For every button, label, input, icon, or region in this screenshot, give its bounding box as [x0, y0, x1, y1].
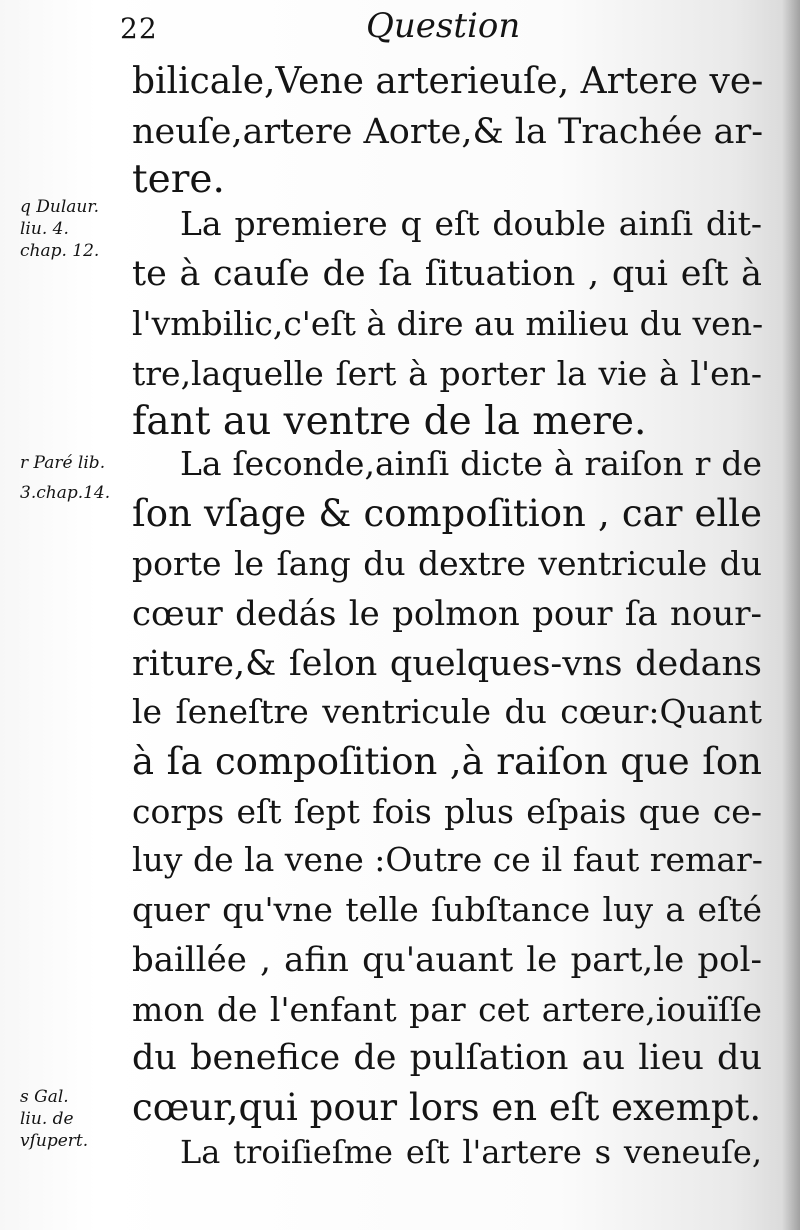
text-line: du benefice de pulſation au lieu du — [132, 1038, 762, 1078]
text-line: le ſeneſtre ventricule du cœur:Quant — [132, 692, 762, 731]
text-line: fant au ventre de la mere. — [132, 399, 647, 444]
text-line: La ſeconde,ainſi dicte à raiſon r de — [180, 444, 762, 483]
text-line: cœur,qui pour lors en eſt exempt. — [132, 1086, 762, 1129]
text-line: mon de l'enfant par cet artere,iouïſſe — [132, 990, 762, 1029]
margin-note-line: s Gal. — [20, 1087, 69, 1107]
margin-note-line: r Paré lib. — [20, 453, 106, 473]
text-line: porte le ſang du dextre ventricule du — [132, 544, 762, 583]
margin-note-line: chap. 12. — [20, 241, 100, 261]
margin-note-line: q Dulaur. — [20, 197, 100, 217]
margin-note — [20, 196, 130, 262]
page-number: 22 — [120, 12, 158, 45]
margin-note — [20, 1086, 130, 1152]
text-line: La troiſieſme eſt l'artere s veneuſe, — [180, 1133, 762, 1171]
text-line: cœur dedás le polmon pour ſa nour- — [132, 594, 762, 634]
margin-note-line: 3.chap.14. — [20, 483, 111, 503]
margin-note-line: liu. 4. — [20, 219, 69, 239]
text-line: quer qu'vne telle ſubſtance luy a eſté — [132, 890, 762, 929]
text-line: baillée , afin qu'auant le part,le pol- — [132, 940, 762, 980]
text-line: à ſa compoſition ,à raiſon que ſon — [132, 740, 762, 783]
margin-note — [20, 452, 130, 504]
margin-note-line: liu. de — [20, 1109, 74, 1129]
text-line: bilicale,Vene arterieuſe, Artere ve- — [132, 61, 764, 102]
text-line: l'vmbilic,c'eſt à dire au milieu du ven- — [132, 304, 764, 343]
running-title: Question — [366, 6, 521, 46]
text-line: luy de la vene :Outre ce il faut remar- — [132, 840, 763, 879]
text-line: corps eſt ſept fois plus eſpais que ce- — [132, 792, 762, 831]
text-line: tre,laquelle ſert à porter la vie à l'en- — [132, 354, 762, 393]
text-line: neuſe,artere Aorte,& la Trachée ar- — [132, 112, 764, 152]
text-line: te à cauſe de ſa ſituation , qui eſt à — [132, 254, 762, 294]
margin-note-line: vſupert. — [20, 1131, 89, 1151]
text-line: tere. — [132, 157, 225, 202]
text-line: ſon vſage & compoſition , car elle — [132, 492, 762, 535]
text-line: La premiere q eſt double ainſi dit- — [180, 204, 762, 243]
text-line: riture,& ſelon quelques-vns dedans — [132, 644, 762, 684]
page-edge-shadow — [782, 0, 800, 1230]
